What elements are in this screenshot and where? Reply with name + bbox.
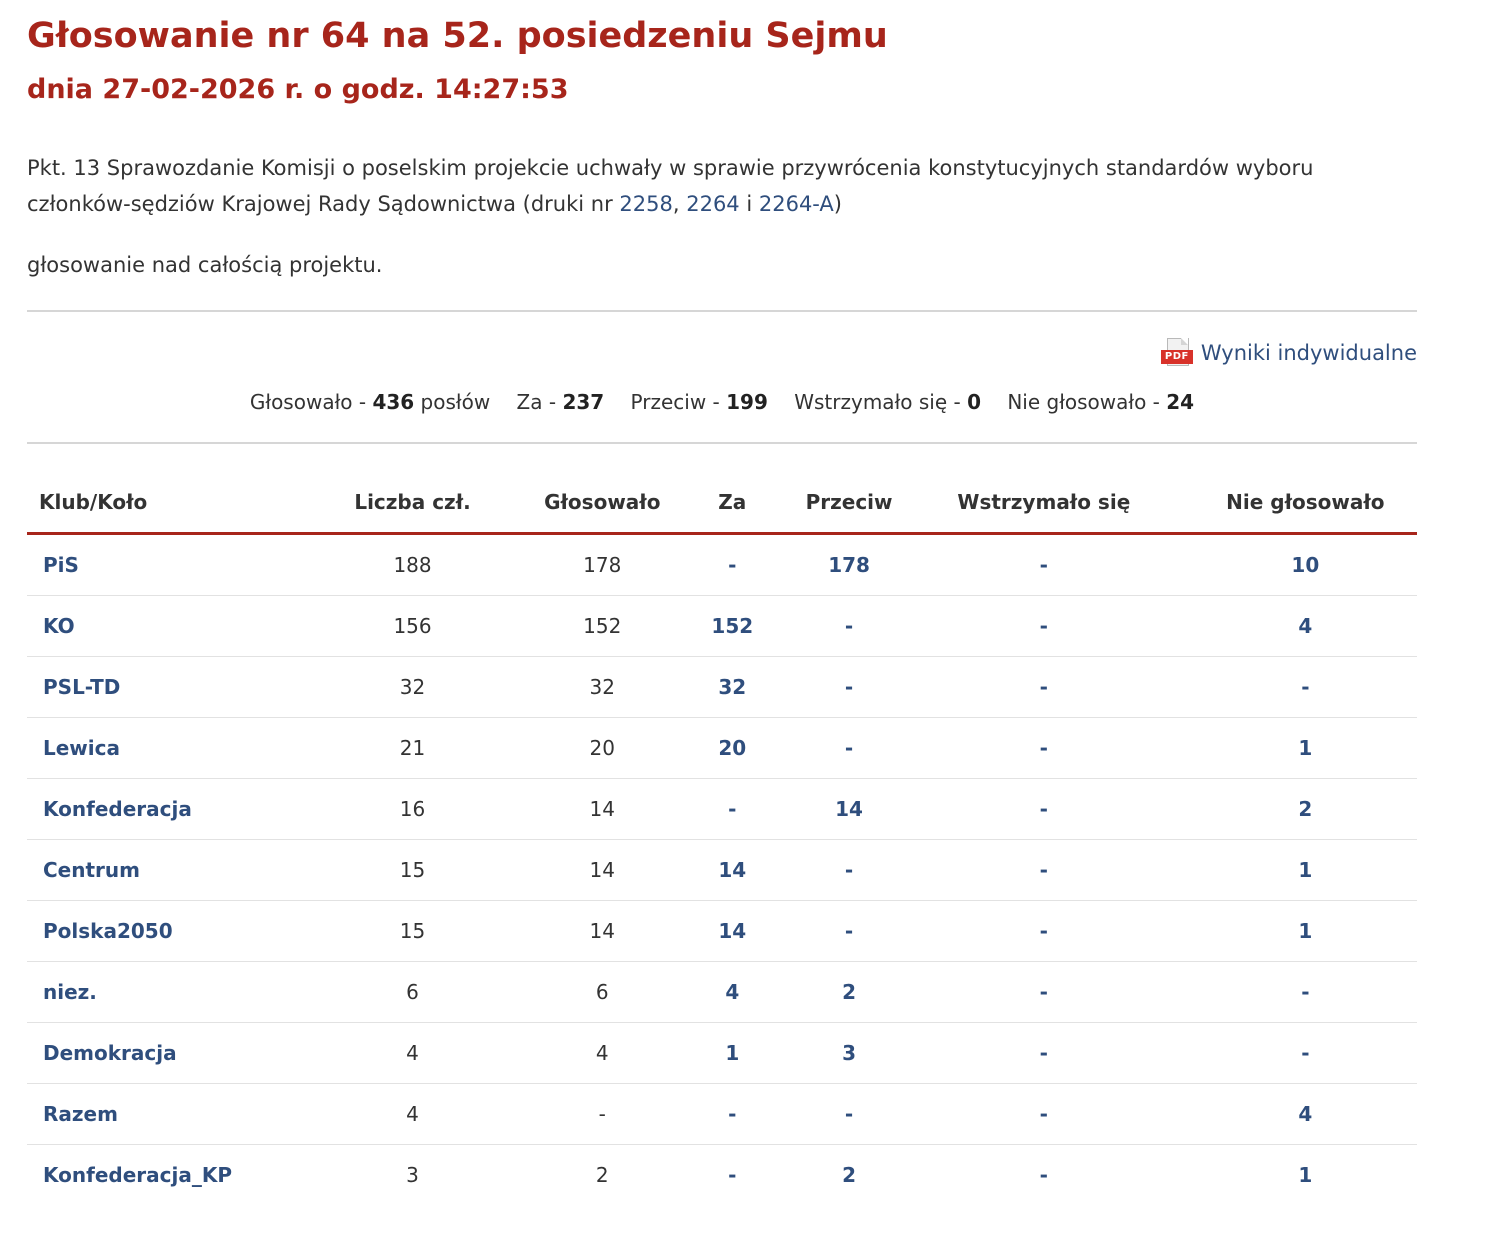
club-link[interactable]: Razem xyxy=(27,1084,281,1145)
table-row xyxy=(27,1145,1417,1206)
abstain-count[interactable]: - xyxy=(894,1084,1194,1145)
club-link[interactable]: Polska2050 xyxy=(27,901,281,962)
table-row xyxy=(27,596,1417,657)
summary-voted-value: 436 xyxy=(372,390,415,414)
separator: , xyxy=(672,192,687,216)
against-count[interactable]: - xyxy=(804,840,894,901)
against-count[interactable]: 14 xyxy=(804,779,894,840)
club-link[interactable]: Konfederacja xyxy=(27,779,281,840)
table-row xyxy=(27,840,1417,901)
absent-count[interactable]: - xyxy=(1194,657,1417,718)
print-link-2258[interactable]: 2258 xyxy=(619,192,673,216)
against-count[interactable]: - xyxy=(804,596,894,657)
for-count[interactable]: 152 xyxy=(660,596,804,657)
summary-against-value: 199 xyxy=(726,390,768,414)
voted-count: 6 xyxy=(544,962,660,1023)
voted-count: 14 xyxy=(544,901,660,962)
against-count[interactable]: 2 xyxy=(804,962,894,1023)
summary-voted-suffix: posłów xyxy=(414,390,491,414)
abstain-count[interactable]: - xyxy=(894,596,1194,657)
for-count[interactable]: 32 xyxy=(660,657,804,718)
summary-against xyxy=(631,390,768,414)
absent-count[interactable]: - xyxy=(1194,1023,1417,1084)
against-count[interactable]: - xyxy=(804,1084,894,1145)
print-link-2264[interactable]: 2264 xyxy=(686,192,740,216)
separator: i xyxy=(739,192,759,216)
against-count[interactable]: - xyxy=(804,718,894,779)
abstain-count[interactable]: - xyxy=(894,779,1194,840)
abstain-count[interactable]: - xyxy=(894,534,1194,596)
for-count[interactable]: - xyxy=(660,534,804,596)
club-link[interactable]: Konfederacja_KP xyxy=(43,1163,232,1187)
table-row xyxy=(27,1084,1417,1145)
print-link-2264-a[interactable]: 2264-A xyxy=(758,192,834,216)
pdf-icon-label: PDF xyxy=(1161,350,1193,364)
club-link[interactable]: PiS xyxy=(27,534,281,596)
against-count[interactable]: - xyxy=(804,901,894,962)
members-count: 3 xyxy=(406,1163,419,1187)
club-link[interactable]: Centrum xyxy=(27,840,281,901)
absent-count[interactable]: 4 xyxy=(1194,1084,1417,1145)
absent-count[interactable]: 10 xyxy=(1194,534,1417,596)
abstain-count[interactable]: - xyxy=(894,1023,1194,1084)
members-count: 21 xyxy=(281,718,544,779)
summary-for-value: 237 xyxy=(562,390,605,414)
summary-absent-label: Nie głosowało - xyxy=(1007,390,1167,414)
for-count[interactable]: 14 xyxy=(660,840,804,901)
agenda-description xyxy=(27,150,1417,222)
against-count[interactable]: - xyxy=(804,657,894,718)
members-count: 15 xyxy=(281,840,544,901)
club-link[interactable]: Lewica xyxy=(27,718,281,779)
absent-count[interactable]: 4 xyxy=(1194,596,1417,657)
voted-count: 4 xyxy=(544,1023,660,1084)
for-count[interactable]: 4 xyxy=(660,962,804,1023)
summary-abstain xyxy=(794,390,981,414)
description-text: Pkt. 13 Sprawozdanie Komisji o poselskim projekcie uchwały w sprawie przywrócenia konstytucyjnych standardów wyboru członków-sędziów Krajowej Rady Sądownictwa (druki nr xyxy=(27,156,1314,216)
members-count: 4 xyxy=(281,1023,544,1084)
absent-count[interactable]: 2 xyxy=(1194,779,1417,840)
table-row xyxy=(27,1023,1417,1084)
summary-against-label: Przeciw - xyxy=(630,390,727,414)
for-count[interactable]: 1 xyxy=(660,1023,804,1084)
page-title: Głosowanie nr 64 na 52. posiedzeniu Sejmu xyxy=(27,16,888,56)
divider xyxy=(27,442,1417,444)
absent-count[interactable]: 1 xyxy=(1194,840,1417,901)
table-header-row xyxy=(27,472,1417,534)
absent-count[interactable]: 1 xyxy=(1194,718,1417,779)
abstain-count[interactable]: - xyxy=(894,901,1194,962)
table-row xyxy=(27,962,1417,1023)
against-count[interactable]: 2 xyxy=(842,1163,857,1187)
header-club[interactable]: Klub/Koło xyxy=(27,472,281,534)
club-results-table xyxy=(27,472,1417,1205)
club-link[interactable]: PSL-TD xyxy=(27,657,281,718)
pdf-icon[interactable] xyxy=(1161,338,1193,368)
for-count[interactable]: - xyxy=(728,1163,737,1187)
absent-count[interactable]: - xyxy=(1194,962,1417,1023)
description-end: ) xyxy=(833,192,842,216)
summary-voted xyxy=(250,390,490,414)
table-row xyxy=(27,779,1417,840)
summary-for-label: Za - xyxy=(516,390,563,414)
voted-count: 152 xyxy=(544,596,660,657)
for-count[interactable]: 20 xyxy=(660,718,804,779)
members-count: 188 xyxy=(281,534,544,596)
voted-count: 20 xyxy=(544,718,660,779)
club-link[interactable]: KO xyxy=(27,596,281,657)
for-count[interactable]: 14 xyxy=(660,901,804,962)
table-row xyxy=(27,534,1417,596)
absent-count[interactable]: 1 xyxy=(1194,901,1417,962)
summary-abstain-value: 0 xyxy=(967,390,981,414)
header-for[interactable]: Za xyxy=(660,472,804,534)
voted-count: - xyxy=(544,1084,660,1145)
for-count[interactable]: - xyxy=(660,1084,804,1145)
vote-datetime: dnia 27-02-2026 r. o godz. 14:27:53 xyxy=(27,74,569,105)
vote-subject: głosowanie nad całością projektu. xyxy=(27,253,383,277)
header-voted[interactable]: Głosowało xyxy=(544,472,660,534)
summary-voted-label: Głosowało - xyxy=(249,390,373,414)
table-body xyxy=(27,534,1417,1206)
abstain-count[interactable]: - xyxy=(894,840,1194,901)
voted-count: 2 xyxy=(595,1163,609,1187)
voted-count: 178 xyxy=(544,534,660,596)
header-members[interactable]: Liczba czł. xyxy=(281,472,544,534)
members-count: 6 xyxy=(281,962,544,1023)
absent-count[interactable]: 1 xyxy=(1298,1163,1313,1187)
abstain-count[interactable]: - xyxy=(894,962,1194,1023)
summary-for xyxy=(517,390,605,414)
header-absent[interactable]: Nie głosowało xyxy=(1194,472,1417,534)
members-count: 32 xyxy=(281,657,544,718)
voted-count: 14 xyxy=(544,840,660,901)
header-abstain[interactable]: Wstrzymało się xyxy=(894,472,1194,534)
individual-results-label[interactable]: Wyniki indywidualne xyxy=(1200,341,1417,365)
summary-absent-value: 24 xyxy=(1166,390,1195,414)
for-count[interactable]: - xyxy=(660,779,804,840)
table-row xyxy=(27,901,1417,962)
header-against[interactable]: Przeciw xyxy=(804,472,894,534)
members-count: 15 xyxy=(281,901,544,962)
summary-abstain-label: Wstrzymało się - xyxy=(794,390,968,414)
vote-summary xyxy=(27,390,1417,414)
divider xyxy=(27,310,1417,312)
voted-count: 14 xyxy=(544,779,660,840)
members-count: 16 xyxy=(281,779,544,840)
members-count: 4 xyxy=(281,1084,544,1145)
abstain-count[interactable]: - xyxy=(894,718,1194,779)
members-count: 156 xyxy=(281,596,544,657)
table-row xyxy=(27,657,1417,718)
table-row xyxy=(27,718,1417,779)
voted-count: 32 xyxy=(544,657,660,718)
club-link[interactable]: Demokracja xyxy=(27,1023,281,1084)
abstain-count[interactable]: - xyxy=(894,657,1194,718)
abstain-count[interactable]: - xyxy=(1039,1163,1048,1187)
club-link[interactable]: niez. xyxy=(27,962,281,1023)
against-count[interactable]: 3 xyxy=(804,1023,894,1084)
summary-absent xyxy=(1007,390,1194,414)
individual-results-link[interactable] xyxy=(1161,338,1417,368)
against-count[interactable]: 178 xyxy=(804,534,894,596)
